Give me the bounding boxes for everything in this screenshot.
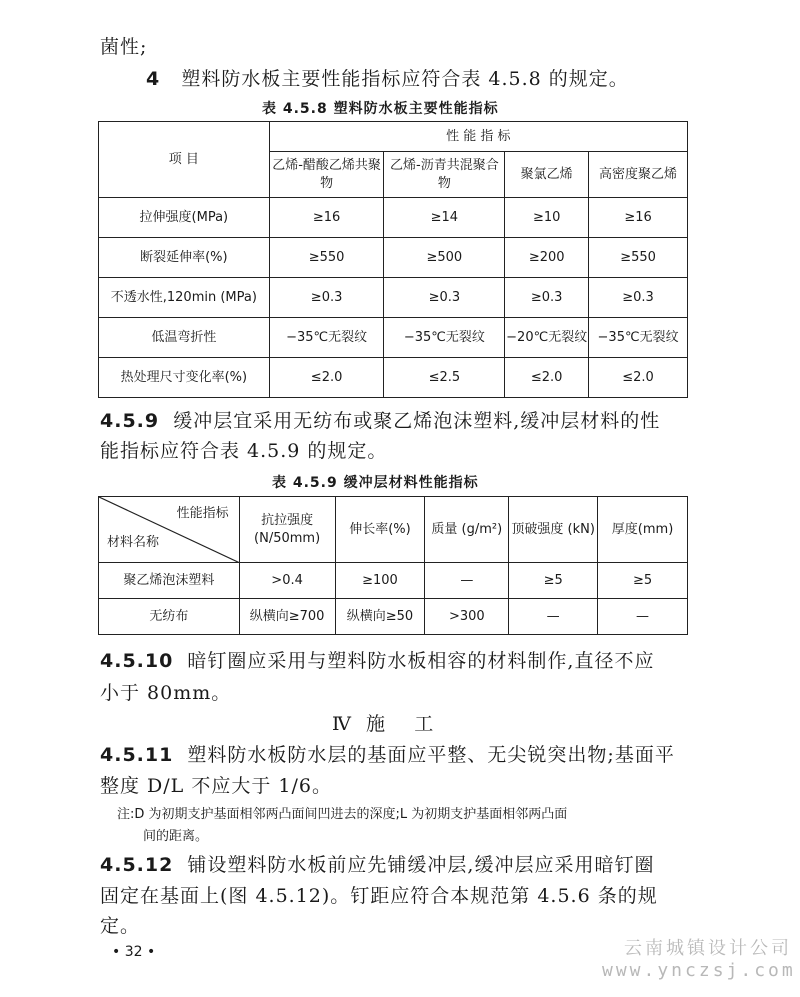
table-row	[99, 599, 688, 635]
table-row	[99, 278, 688, 318]
clause-line	[100, 406, 660, 433]
table-cell: 纵横向≥50	[335, 599, 425, 635]
clause-text: 缓冲层宜采用无纺布或聚乙烯泡沫塑料,缓冲层材料的性	[173, 410, 661, 432]
clause-number: 4	[146, 68, 161, 90]
table-cell: >0.4	[239, 563, 335, 599]
table-cell: −35℃无裂纹	[589, 318, 688, 358]
column-header: 质量 (g/m²)	[425, 497, 509, 563]
clause-number: 4.5.11	[100, 744, 174, 766]
corner-bottom-label: 材料名称	[107, 535, 160, 550]
clause-number: 4.5.10	[100, 650, 174, 672]
text-line: 整度 D/L 不应大于 1/6。	[100, 775, 332, 797]
table-cell: 纵横向≥700	[239, 599, 335, 635]
table-row	[99, 358, 688, 398]
table-cell: ≥550	[589, 238, 688, 278]
watermark-url: www.ynczsj.com	[602, 960, 796, 981]
column-header: 乙烯-醋酸乙烯共聚物	[269, 152, 384, 198]
text-line: 小于 80mm。	[100, 682, 232, 704]
table-cell: ≥100	[335, 563, 425, 599]
column-header: 顶破强度 (kN)	[509, 497, 598, 563]
table-cell: ≥16	[589, 198, 688, 238]
section-heading: Ⅳ 施 工	[332, 713, 435, 735]
column-header: 伸长率(%)	[335, 497, 425, 563]
table-cell: ≥0.3	[589, 278, 688, 318]
column-header: 聚氯乙烯	[505, 152, 589, 198]
table-cell: ≥5	[509, 563, 598, 599]
table-cell: ≥0.3	[384, 278, 505, 318]
table-cell: —	[425, 563, 509, 599]
column-header: 抗拉强度 (N/50mm)	[239, 497, 335, 563]
clause-number: 4.5.9	[100, 410, 160, 432]
corner-top-label: 性能指标	[176, 506, 229, 521]
page-number: • 32 •	[112, 944, 156, 960]
table-cell: >300	[425, 599, 509, 635]
text-line: 固定在基面上(图 4.5.12)。钉距应符合本规范第 4.5.6 条的规	[100, 885, 658, 907]
corner-cell	[99, 497, 240, 563]
table-caption: 表 4.5.9 缓冲层材料性能指标	[272, 475, 479, 491]
row-label: 低温弯折性	[99, 318, 270, 358]
table-row	[99, 318, 688, 358]
item-header: 项 目	[99, 122, 270, 198]
table-cell: −35℃无裂纹	[269, 318, 384, 358]
table-cell: −20℃无裂纹	[505, 318, 589, 358]
clause-line	[100, 850, 654, 877]
table-cell: ≥200	[505, 238, 589, 278]
clause-text: 铺设塑料防水板前应先铺缓冲层,缓冲层应采用暗钉圈	[187, 854, 655, 876]
group-header: 性 能 指 标	[269, 122, 687, 152]
table-row	[99, 563, 688, 599]
clause-number: 4.5.12	[100, 854, 174, 876]
row-label: 聚乙烯泡沫塑料	[99, 563, 240, 599]
clause-text: 塑料防水板主要性能指标应符合表 4.5.8 的规定。	[181, 68, 629, 90]
table-row	[99, 198, 688, 238]
table-cell: ≥10	[505, 198, 589, 238]
table-cell: ≥500	[384, 238, 505, 278]
table-cell: ≥0.3	[505, 278, 589, 318]
clause-text: 塑料防水板防水层的基面应平整、无尖锐突出物;基面平	[187, 744, 675, 766]
clause-line	[100, 646, 654, 673]
table-cell: ≤2.0	[589, 358, 688, 398]
row-label: 热处理尺寸变化率(%)	[99, 358, 270, 398]
table-cell: ≥14	[384, 198, 505, 238]
table-cell: ≥5	[598, 563, 688, 599]
table-caption: 表 4.5.8 塑料防水板主要性能指标	[262, 101, 499, 117]
table-cell: ≥550	[269, 238, 384, 278]
row-label: 断裂延伸率(%)	[99, 238, 270, 278]
note-line: 注:D 为初期支护基面相邻两凸面间凹进去的深度;L 为初期支护基面相邻两凸面	[117, 807, 568, 822]
cushion-table	[98, 496, 688, 635]
table-cell: —	[598, 599, 688, 635]
row-label: 无纺布	[99, 599, 240, 635]
clause-line	[100, 740, 675, 767]
text-line: 能指标应符合表 4.5.9 的规定。	[100, 440, 388, 462]
row-label: 不透水性,120min (MPa)	[99, 278, 270, 318]
table-cell: ≤2.0	[269, 358, 384, 398]
table-cell: ≤2.0	[505, 358, 589, 398]
table-row	[99, 238, 688, 278]
column-header: 乙烯-沥青共混聚合物	[384, 152, 505, 198]
row-label: 拉伸强度(MPa)	[99, 198, 270, 238]
table-cell: ≥0.3	[269, 278, 384, 318]
table-cell: ≤2.5	[384, 358, 505, 398]
watermark-title: 云南城镇设计公司	[624, 938, 792, 959]
text-line: 定。	[100, 915, 141, 937]
performance-table	[98, 121, 688, 398]
table-cell: −35℃无裂纹	[384, 318, 505, 358]
table-cell: ≥16	[269, 198, 384, 238]
column-header: 厚度(mm)	[598, 497, 688, 563]
clause-line	[146, 64, 629, 91]
text-line: 菌性;	[100, 36, 148, 58]
note-line: 间的距离。	[143, 829, 209, 844]
table-cell: —	[509, 599, 598, 635]
column-header: 高密度聚乙烯	[589, 152, 688, 198]
clause-text: 暗钉圈应采用与塑料防水板相容的材料制作,直径不应	[187, 650, 655, 672]
